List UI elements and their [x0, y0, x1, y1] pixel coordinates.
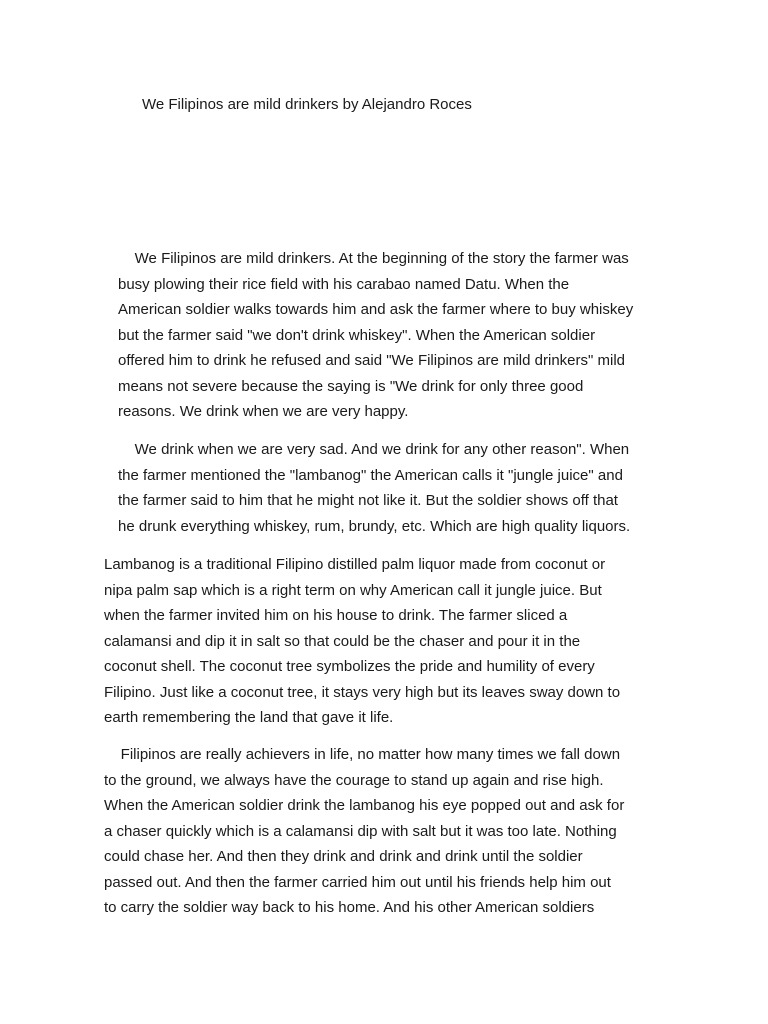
text-line: but the farmer said "we don't drink whiskey". When the American soldier — [118, 326, 596, 344]
text-line: offered him to drink he refused and said "We Filipinos are mild drinkers" mild — [118, 352, 625, 369]
paragraph-1 — [118, 246, 633, 425]
text-line: earth remembering the land that gave it life. — [104, 709, 394, 726]
text-line: Lambanog is a traditional Filipino distilled palm liquor made from coconut or — [104, 556, 606, 573]
text-line: We drink when we are very sad. And we drink for any other reason". When — [118, 441, 630, 458]
text-line: when the farmer invited him on his house to drink. The farmer sliced a — [104, 607, 568, 624]
text-line: reasons. We drink when we are very happy. — [118, 403, 409, 420]
text-line: passed out. And then the farmer carried him out until his friends help him out — [104, 873, 611, 891]
text-line: the farmer said to him that he might not like it. But the soldier shows off that — [118, 492, 618, 509]
paragraph-2 — [118, 437, 630, 539]
text-line: calamansi and dip it in salt so that could be the chaser and pour it in the — [104, 632, 581, 650]
text-line: coconut shell. The coconut tree symbolizes the pride and humility of every — [104, 658, 595, 675]
text-line: American soldier walks towards him and ask the farmer where to buy whiskey — [118, 301, 634, 318]
document-title: We Filipinos are mild drinkers by Alejandro Roces — [142, 96, 472, 113]
text-line: he drunk everything whiskey, rum, brundy, etc. Which are high quality liquors. — [118, 517, 631, 535]
text-line: When the American soldier drink the lambanog his eye popped out and ask for — [104, 797, 625, 814]
text-line: to the ground, we always have the courage to stand up again and rise high. — [104, 771, 604, 789]
text-line: nipa palm sap which is a right term on why American call it jungle juice. But — [104, 581, 602, 599]
text-line: We Filipinos are mild drinkers. At the beginning of the story the farmer was — [118, 250, 629, 267]
text-line: the farmer mentioned the "lambanog" the American calls it "jungle juice" and — [118, 466, 623, 484]
text-line: means not severe because the saying is "We drink for only three good — [118, 377, 584, 395]
paragraph-3 — [104, 552, 620, 731]
text-line: could chase her. And then they drink and drink and drink until the soldier — [104, 848, 583, 865]
text-line: Filipino. Just like a coconut tree, it stays very high but its leaves sway down to — [104, 683, 621, 701]
text-line: busy plowing their rice field with his carabao named Datu. When the — [118, 275, 570, 293]
text-line: a chaser quickly which is a calamansi dip with salt but it was too late. Nothing — [104, 822, 617, 840]
text-line: to carry the soldier way back to his home. And his other American soldiers — [104, 899, 595, 916]
text-line: Filipinos are really achievers in life, no matter how many times we fall down — [104, 746, 621, 763]
paragraph-4 — [104, 742, 624, 921]
